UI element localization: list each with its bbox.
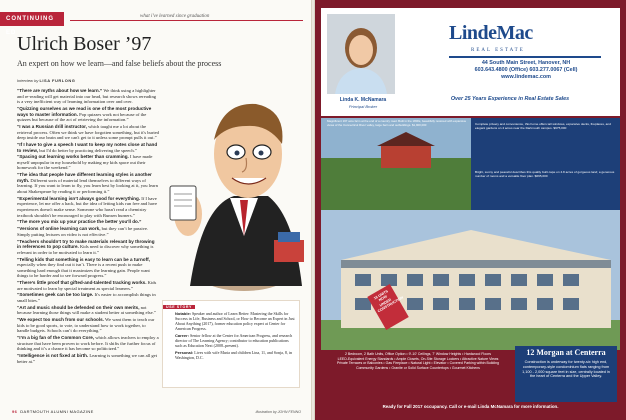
offer-text: Construction is underway for twenty-six high end, contemporary-style condominium flats ranging from 1,100 - 2,000 square feet in size, centrally located in the heart of Centerra and the Upper Valley. (522, 360, 610, 379)
paragraph-lead: “We expect too much from our schools. (17, 317, 104, 323)
paragraph-text: Learning is something we can all get better at.” (17, 353, 157, 364)
byline-prefix: Interview by (17, 78, 39, 83)
body-paragraph (17, 317, 159, 334)
body-paragraph (17, 292, 159, 303)
body-paragraph (17, 219, 159, 225)
feature-line-1: 2 Bedroom, 2 Bath Units, Office Option • 9'-10' Ceilings, 7' Window Heights • Hardwood Floors (344, 352, 491, 356)
listing-text-2: Complete privacy and convenience, this home offers tall windows, expansive decks, fireplaces, and elegant gardens on 4 acres near the Dartmouth campus. $975,000 (475, 122, 611, 130)
paragraph-lead: “Sometimes geek can be too large. (17, 292, 94, 298)
byline-name: LISA FURLONG (39, 78, 76, 83)
paragraph-text: which taught me a lot about the retrieval process. Often we think we have forgotten something, but it's buried deep inside our brain and we can't get to it unless some prompt pulls it out.” (17, 123, 159, 141)
body-paragraph (17, 172, 159, 194)
caricature-illustration (162, 86, 308, 294)
agent-name: Linda K. McNamara (339, 97, 387, 103)
bio-sidebar (162, 300, 300, 388)
magazine-title: DARTMOUTH ALUMNI MAGAZINE (20, 409, 94, 414)
offer-box (515, 346, 617, 402)
paragraph-text: Kids need to discover why something is relevant in order to be motivated to learn it.” (17, 244, 154, 255)
kicker: what i've learned since graduation (140, 14, 210, 19)
feature-line-4: Community Gardens • Granite or Solid Surface Countertops • Gourmet Kitchens (356, 365, 480, 370)
article-body (17, 88, 159, 366)
listing-text-3: Bright, sunny and peaceful describes this quality built cape on 4.8 acres of gorgeous land; a generous number of rooms and a versatile floor plan. $695,000 (475, 170, 615, 178)
brand-logo: LindeMac (449, 22, 533, 44)
farm-photo (321, 118, 471, 210)
address-line: 44 South Main Street, Hanover, NH (481, 60, 571, 66)
paragraph-text: not because learning those things will make a student better at something else.” (17, 304, 156, 316)
tagline: Over 25 Years Experience in Real Estate Sales (450, 96, 570, 102)
paragraph-text: It's easier to accomplish things in small bites.” (17, 292, 156, 304)
personal-text: Lives with wife Maria and children Lina, 11, and Sonja, 8, in Washington, D.C. (175, 350, 292, 360)
paragraph-text: Kids are motivated to learn by special treatment as special learners.” (17, 280, 157, 291)
listing-text-1: Magnificent 167 acre farm at the end of a country road. Built in the 1800s, beautifully restored with expansive views of the Connecticut River valley, large barn and outbuildings. $1,900,000 (327, 119, 467, 127)
paragraph-lead: “Teachers shouldn’t try to make materials relevant by throwing in references to pop culture. (17, 238, 155, 250)
paragraph-lead: “I was a Russian drill instructor, (17, 123, 87, 129)
paragraph-lead: “Quizzing ourselves as we read is one of the most productive ways to master information. (17, 105, 152, 117)
brand-subtitle: REAL ESTATE (471, 48, 525, 53)
personal-label: Personal: (175, 350, 194, 355)
paragraph-text: We think using a highlighter and re-reading will get material into our head, but research shows rereading is a very inefficient way of learning information over and over. (17, 88, 157, 105)
ad-header (321, 8, 620, 116)
paragraph-lead: “The more you mix up your practice the better you'll do.” (17, 219, 142, 225)
call-to-action: Ready for Fall 2017 occupancy. Call or e-mail Linda McNamara for more information. (382, 404, 559, 409)
right-page-ad (315, 0, 626, 420)
listings-band (321, 118, 620, 210)
body-paragraph (17, 280, 159, 291)
paragraph-lead: “Intelligence is not fixed at birth. (17, 353, 89, 359)
body-paragraph (17, 124, 159, 141)
feature-line-2: LEED-Equivalent Energy Standards • Ample Closets, On-Site Storage Lockers • Attractive Nature Views (337, 356, 499, 361)
page-title: Ulrich Boser ’97 (17, 33, 152, 55)
building-rendering (321, 210, 620, 350)
logo-rule (449, 56, 601, 58)
body-paragraph (17, 154, 159, 171)
paragraph-text: but I'd do better by practicing delivering the speech.” (39, 147, 137, 153)
units-badge: 16 UNITS NOW UNDER CONSTRUCTION (367, 284, 409, 330)
page-number: 96 (12, 409, 18, 414)
sidebar-label: USE STORY (163, 305, 195, 309)
body-paragraph (17, 335, 159, 352)
body-paragraph (17, 142, 159, 153)
phone-line: 603.643.4800 (Office) 603.277.0067 (Cell) (474, 67, 578, 73)
agent-title: Principal Broker (348, 104, 378, 109)
notable-text: Speaker and author of Learn Better: Mastering the Skills for Success in Life, Business and School, or How to Become an Expert in Just About Anything (2017), former education policy expert at Center for American Progress. (175, 311, 295, 331)
paragraph-lead: “Experimental learning isn’t always good for everything. (17, 195, 141, 201)
notable-entry (175, 311, 295, 331)
career-label: Career: (175, 333, 190, 338)
agent-photo (327, 14, 395, 94)
paragraph-lead: “If I have to give a speech I want to keep my notes close at hand to review, (17, 141, 158, 153)
paragraph-text: especially when they find out it isn’t. There is a recent push to make something hard enough that it maximizes the learning gain. People want things to be harder and to see forward progress.” (17, 262, 150, 279)
byline (17, 78, 75, 83)
paragraph-text: I have made myself unpopular in my household by making my kids space out their homework for the weekend.” (17, 154, 153, 171)
feature-line-3: Private Terraces or Balconies • Gas Fireplace • Natural Light • Elevator • Covered Parking within Building (336, 361, 500, 366)
top-rule (70, 20, 303, 21)
web-link[interactable]: www.lindemac.com (501, 74, 551, 80)
paragraph-text: which allows teachers to employ a structure that have been proven to work before. It shifts the further focus of thinking and it’s a chance it has become so politicized.” (17, 335, 159, 352)
dek: An expert on how we learn—and false beliefs about the process (17, 59, 222, 68)
body-paragraph (17, 88, 159, 105)
paragraph-text: Different sorts of material lend themselves to different ways of learning. If you want to learn to fly, you learn best by looking at it, you learn about Shakespeare by reading it or performing it.” (17, 177, 158, 195)
body-paragraph (17, 226, 159, 237)
paragraph-lead: “I’m a big fan of the Common Core, (17, 335, 95, 341)
body-paragraph (17, 257, 159, 279)
section-tab: CONTINUING ED (0, 12, 64, 26)
paragraph-text: but they can’t be passive. Simply putting lectures on video is not effective.” (17, 226, 149, 237)
body-paragraph (17, 353, 159, 364)
page-footer (12, 409, 94, 414)
paragraph-lead: “There’s little proof that gifted-and-talented tracking works. (17, 280, 147, 286)
paragraph-text: Pop quizzes work not because of the quizzes but because of the act of retrieving the information.” (17, 111, 147, 123)
body-paragraph (17, 196, 159, 218)
paragraph-lead: “Art and music should be defended on their own merits, (17, 304, 140, 310)
body-paragraph (17, 305, 159, 316)
paragraph-lead: “There are myths about how we learn.” (17, 88, 103, 93)
notable-label: Notable: (175, 311, 191, 316)
paragraph-text: We want them to teach our kids to be good sports, to vote, to understand how to work together, to handle budgets. Schools can’t do everything.” (17, 317, 155, 334)
paragraph-lead: “Versions of online learning can work, (17, 226, 101, 232)
career-text: Senior fellow at the Center for American Progress, and research director of The Learning Agency; contributor to education publications such as Education Next (2008–present). (175, 333, 293, 348)
contact-block (451, 60, 601, 81)
personal-entry (175, 350, 295, 360)
career-entry (175, 333, 295, 348)
illustration-credit: illustration by JOHN FENNO (255, 410, 301, 414)
offer-title: 12 Morgan at Centerra (526, 348, 606, 357)
paragraph-lead: “The idea that people have different learning styles is another myth. (17, 172, 152, 183)
paragraph-lead: “Spacing out learning works better than cramming. (17, 154, 129, 160)
body-paragraph (17, 239, 159, 256)
paragraph-text: If I have experience, let me offer a hack, but the idea of letting kids run free and have experiences doesn't make sense. Someone who hasn't read a chemistry textbook shouldn't be encouraged to play with Bunsen burners.” (17, 195, 158, 218)
body-paragraph (17, 106, 159, 123)
paragraph-lead: “Telling kids that something is easy to learn can be a turnoff, (17, 256, 150, 262)
feature-list (321, 350, 515, 394)
